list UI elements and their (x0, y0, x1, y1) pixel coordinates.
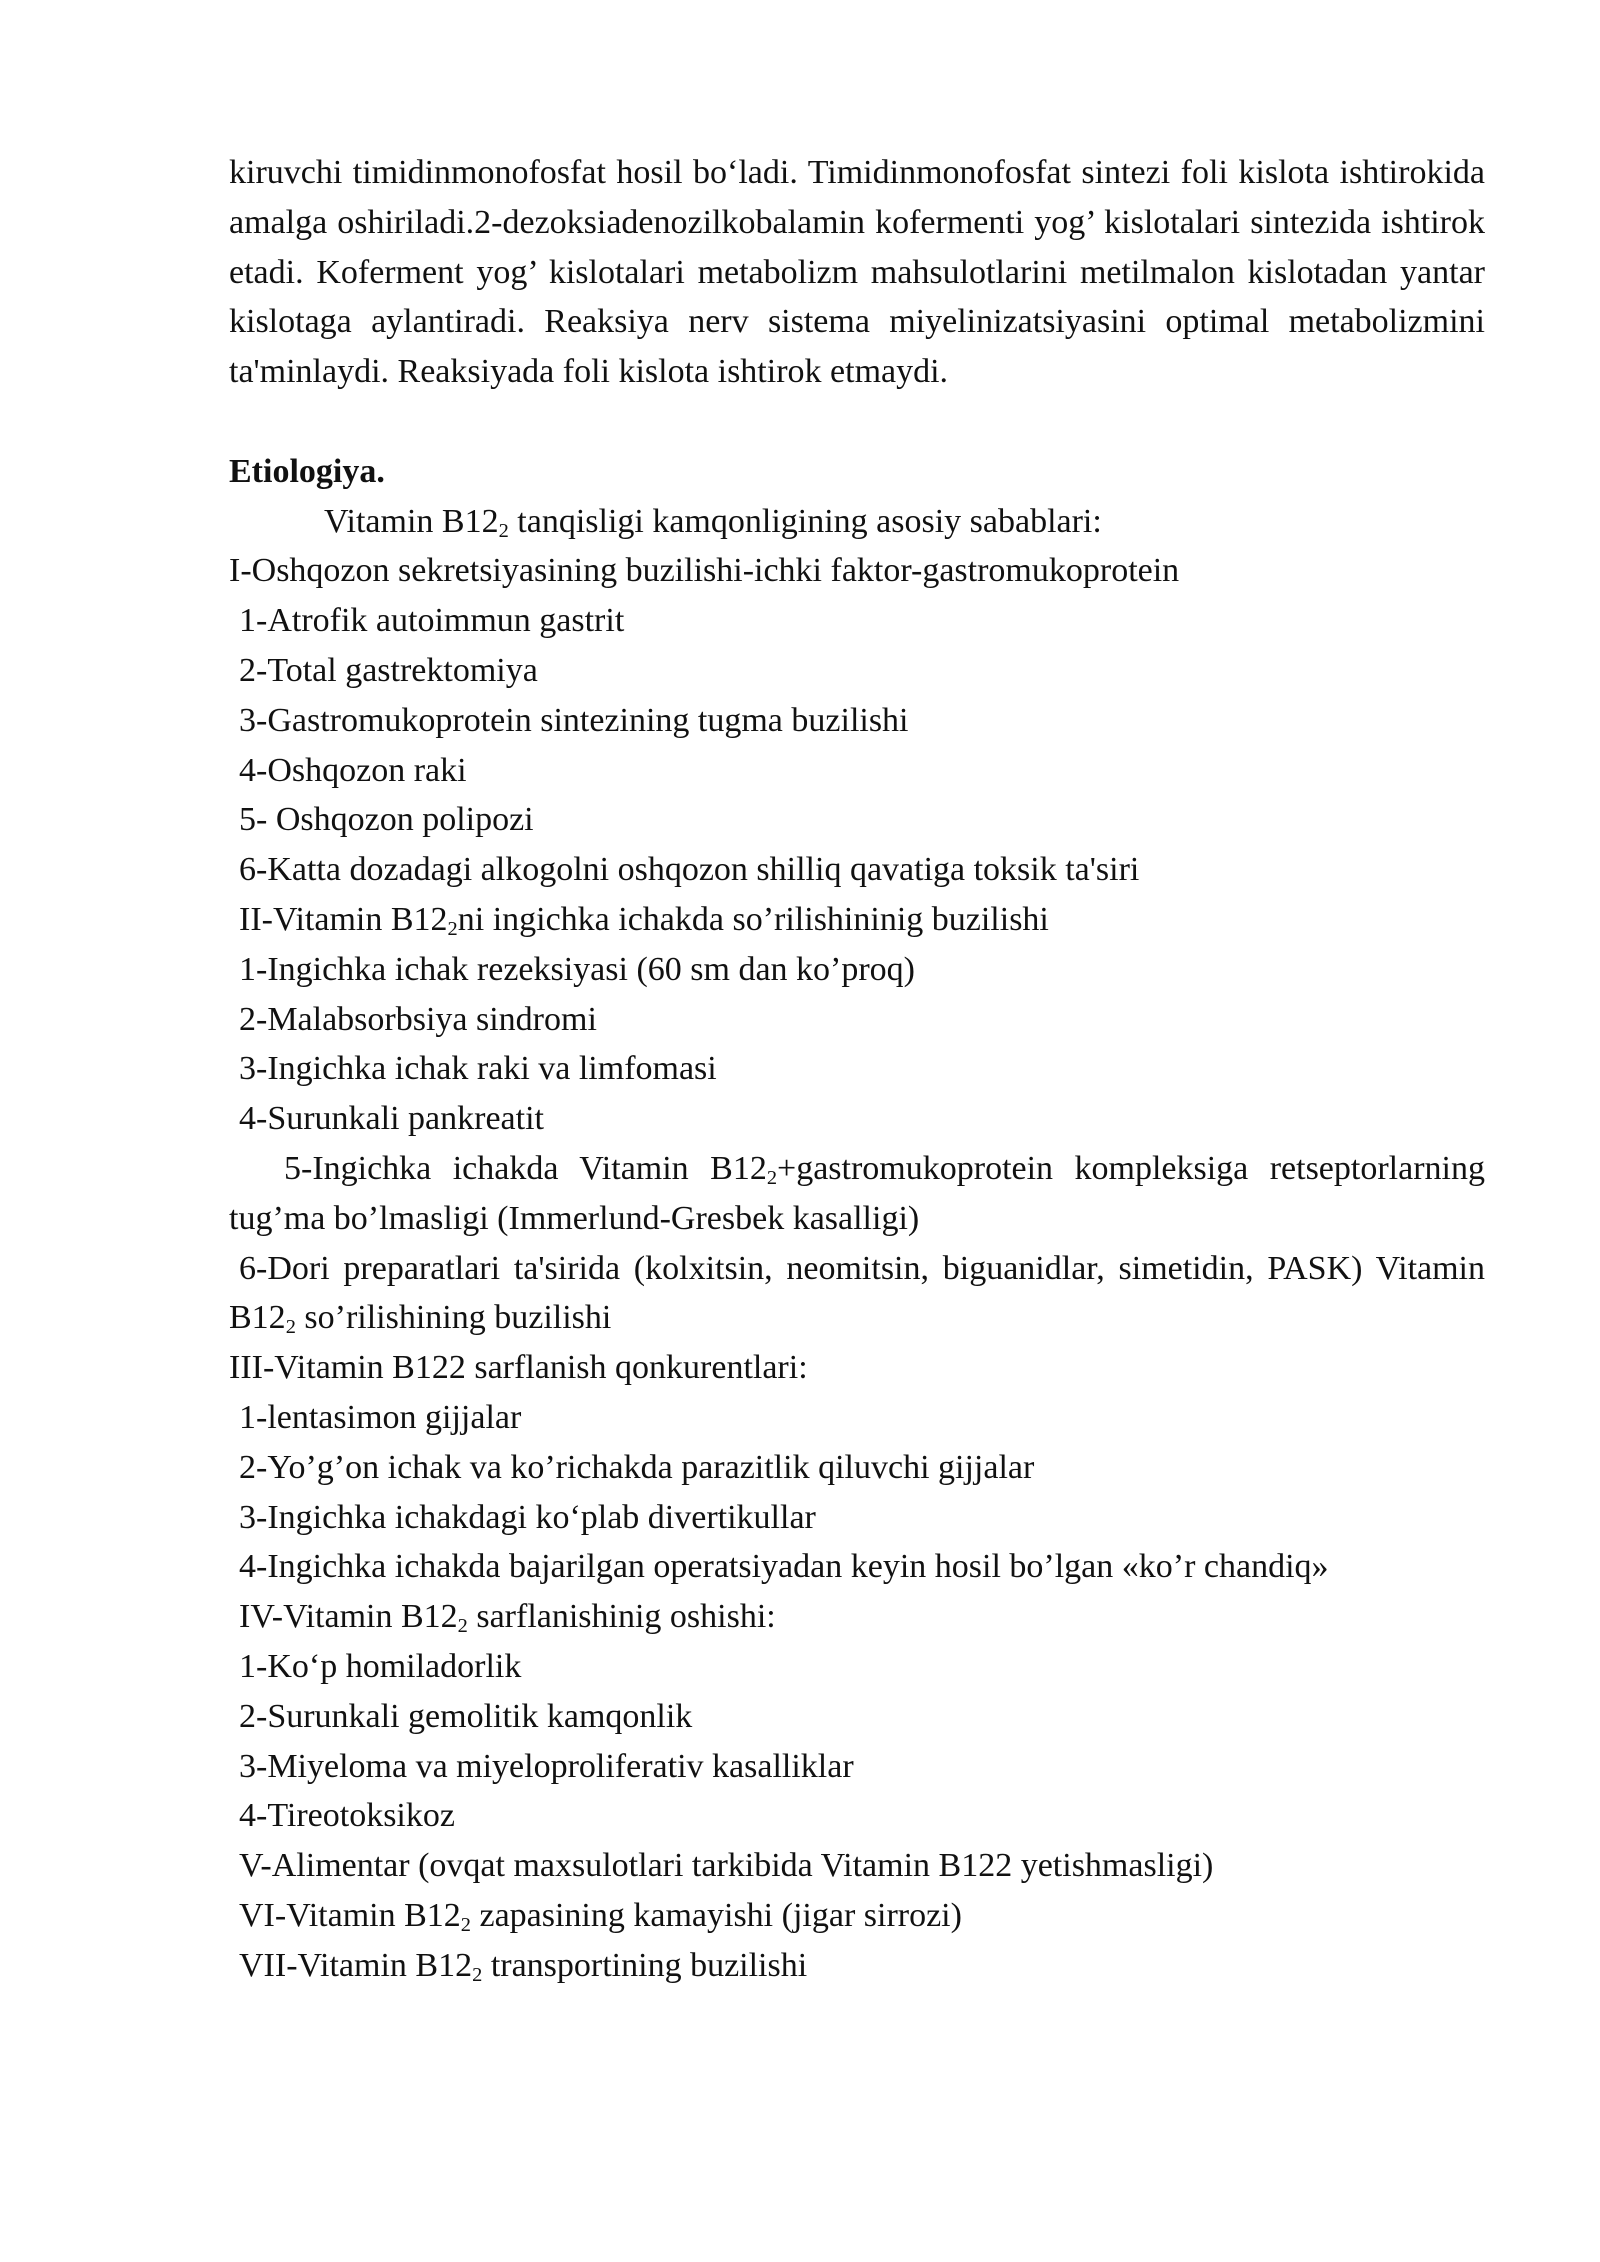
group-6-title (229, 1891, 1485, 1941)
group-4-title-suffix: sarflanishinig oshishi: (467, 1598, 776, 1636)
list-item: 4-Tireotoksikoz (239, 1797, 455, 1835)
vitamin-name: Vitamin B12 (324, 502, 499, 540)
section-heading: Etiologiya. (229, 452, 385, 490)
list-item-5 (229, 1144, 1485, 1244)
vitamin-subscript: 2 (766, 1167, 778, 1190)
vitamin-name: Vitamin B12 (297, 1946, 473, 1984)
intro-paragraph: kiruvchi timidinmonofosfat hosil bo‘ladi. Timidinmonofosfat sintezi foli kislota ishtirokida amalga oshiriladi.2-dezoksiadenozilkobalamin kofermenti yog’ kislotalari sintezida ishtirok etadi. Koferment yog’ kislotalari metabolizm mahsulotlarini metilmalon kislotadan yantar kislotaga aylantiradi. Reaksiya nerv sistema miyelinizatsiyasini optimal metabolizmini ta'minlaydi. Reaksiyada foli kislota ishtirok etmaydi. (229, 154, 1485, 391)
group-7-title-suffix: transportining buzilishi (482, 1946, 808, 1984)
group-4-title (229, 1592, 1485, 1642)
list-item: 6-Katta dozadagi alkogolni oshqozon shilliq qavatiga toksik ta'siri (239, 851, 1140, 889)
item-6-prefix: 6-Dori preparatlari ta'sirida (kolxitsin, neomitsin, biguanidlar, simetidin, PASK) (239, 1249, 1376, 1287)
vitamin-subscript: 2 (498, 519, 509, 542)
vitamin-subscript: 2 (285, 1316, 296, 1339)
group-1-title: I-Oshqozon sekretsiyasining buzilishi-ichki faktor-gastromukoprotein (229, 552, 1180, 590)
list-item: 4-Oshqozon raki (239, 751, 467, 789)
group-2-title (229, 895, 1485, 945)
item-6-suffix: so’rilishining buzilishi (295, 1299, 612, 1337)
list-item: 2-Total gastrektomiya (239, 651, 538, 689)
list-item: 2-Malabsorbsiya sindromi (239, 1000, 597, 1038)
vitamin-name: Vitamin B12 (283, 1598, 458, 1636)
list-item: 3-Ingichka ichakdagi ko‘plab divertikullar (239, 1498, 816, 1536)
group-4-title-prefix: IV- (239, 1598, 284, 1636)
list-item: 3-Gastromukoprotein sintezining tugma buzilishi (239, 701, 909, 739)
item-5-suffix: +gastromukoprotein kompleksiga retseptorlarning tug’ma bo’lmasligi (Immerlund-Gresbek kasalligi) (229, 1149, 1485, 1237)
group-7-title-prefix: VII- (239, 1946, 298, 1984)
list-item: 4-Ingichka ichakda bajarilgan operatsiyadan keyin hosil bo’lgan «ko’r chandiq» (239, 1548, 1329, 1586)
vitamin-subscript: 2 (447, 918, 458, 941)
list-item: 2-Yo’g’on ichak va ko’richakda parazitlik qiluvchi gijjalar (239, 1448, 1035, 1486)
vitamin-subscript: 2 (460, 1913, 471, 1936)
vitamin-subscript: 2 (457, 1615, 468, 1638)
list-item: 3-Ingichka ichak raki va limfomasi (239, 1050, 717, 1088)
vitamin-name: Vitamin B12 (286, 1896, 461, 1934)
list-item: 1-Ko‘p homiladorlik (239, 1647, 522, 1685)
vitamin-subscript: 2 (472, 1963, 483, 1986)
etiology-lead-line (229, 497, 1485, 547)
lead-text: tanqisligi kamqonligining asosiy sabablari: (508, 502, 1102, 540)
group-3-title: III-Vitamin B122 sarflanish qonkurentlari: (229, 1349, 808, 1387)
list-item: 1-lentasimon gijjalar (239, 1398, 522, 1436)
group-6-title-prefix: VI- (239, 1896, 287, 1934)
group-7-title (229, 1941, 1485, 1991)
item-5-prefix: 5-Ingichka ichakda (284, 1149, 580, 1187)
vitamin-name: Vitamin B12 (579, 1149, 767, 1187)
group-5-title: V-Alimentar (ovqat maxsulotlari tarkibida Vitamin B122 yetishmasligi) (239, 1847, 1214, 1885)
document-page (229, 148, 1485, 1990)
list-item: 4-Surunkali pankreatit (239, 1100, 544, 1138)
list-item-6 (229, 1244, 1485, 1344)
group-6-title-suffix: zapasining kamayishi (jigar sirrozi) (470, 1896, 962, 1934)
list-item: 2-Surunkali gemolitik kamqonlik (239, 1697, 693, 1735)
vitamin-name: Vitamin B12 (272, 900, 448, 938)
list-item: 1-Ingichka ichak rezeksiyasi (60 sm dan ko’proq) (239, 950, 915, 988)
group-2-title-prefix: II- (239, 900, 273, 938)
vitamin-name: Vitamin B12 (229, 1249, 1485, 1337)
list-item: 1-Atrofik autoimmun gastrit (239, 602, 625, 640)
list-item: 5- Oshqozon polipozi (239, 801, 534, 839)
list-item: 3-Miyeloma va miyeloproliferativ kasalliklar (239, 1747, 854, 1785)
group-2-title-suffix: ni ingichka ichakda so’rilishininig buzilishi (457, 900, 1049, 938)
